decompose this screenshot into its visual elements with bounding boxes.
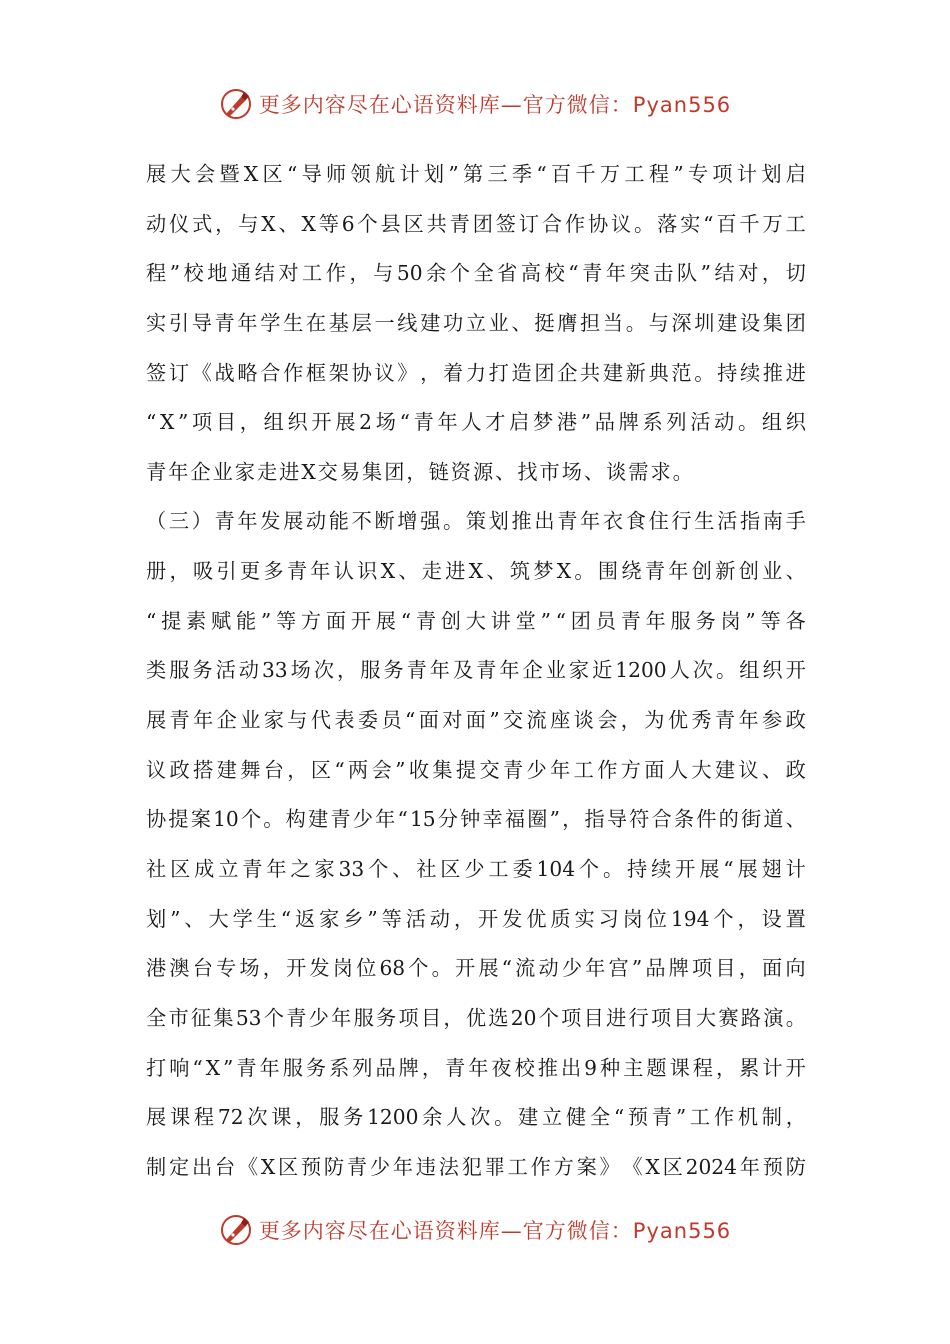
header-watermark-text: 更多内容尽在心语资料库—官方微信：Pyan556 — [258, 93, 732, 117]
body-line: 程 ” 校 地 通 结 对 工 作 ， 与 50 余 个 全 省 高 校 “ 青 年 突 击 队 ” 结 对 ， 切 — [146, 261, 806, 286]
body-line: 划 ” 、 大 学 生 “ 返 家 乡 ” 等 活 动 ， 开 发 优 质 实 习 岗 位 194 个 ， 设 置 — [146, 906, 806, 931]
body-line: 展 课 程 72 次 课 ， 服 务 1200 余 人 次 。 建 立 健 全 “ 预 青 ” 工 作 机 制 ， — [146, 1105, 806, 1130]
footer-watermark — [0, 1210, 950, 1250]
pen-nib-logo-icon — [219, 87, 253, 121]
body-line: 制 定 出 台 《 X 区 预 防 青 少 年 违 法 犯 罪 工 作 方 案 》 《 X 区 2024 年 预 防 — [146, 1154, 806, 1179]
body-line: 展 大 会 暨 X 区 “ 导 师 领 航 计 划 ” 第 三 季 “ 百 千 万 工 程 ” 专 项 计 划 启 — [146, 162, 806, 186]
body-line: “ 提 素 赋 能 ” 等 方 面 开 展 “ 青 创 大 讲 堂 ” “ 团 员 青 年 服 务 岗 ” 等 各 — [146, 608, 806, 633]
section-heading-line: （ 三 ） 青 年 发 展 动 能 不 断 增 强 。 策 划 推 出 青 年 衣 食 住 行 生 活 指 南 手 — [146, 509, 806, 534]
body-line: 协 提 案 10 个 。 构 建 青 少 年 “ 15 分 钟 幸 福 圈 ” ， 指 导 符 合 条 件 的 街 道 、 — [146, 807, 806, 832]
body-line: 议 政 搭 建 舞 台 ， 区 “ 两 会 ” 收 集 提 交 青 少 年 工 作 方 面 人 大 建 议 、 政 — [146, 757, 806, 782]
pen-nib-logo-icon — [219, 1213, 253, 1247]
body-line: 类 服 务 活 动 33 场 次 ， 服 务 青 年 及 青 年 企 业 家 近 1200 人 次 。 组 织 开 — [146, 658, 806, 683]
body-line: 实 引 导 青 年 学 生 在 基 层 一 线 建 功 立 业 、 挺 膺 担 当 。 与 深 圳 建 设 集 团 — [146, 310, 806, 335]
body-line: 展 青 年 企 业 家 与 代 表 委 员 “ 面 对 面 ” 交 流 座 谈 会 ， 为 优 秀 青 年 参 政 — [146, 708, 806, 733]
body-line: “ X ” 项 目 ， 组 织 开 展 2 场 “ 青 年 人 才 启 梦 港 ” 品 牌 系 列 活 动 。 组 织 — [146, 410, 806, 435]
body-line: 动 仪 式 ， 与 X 、 X 等 6 个 县 区 共 青 团 签 订 合 作 协 议 。 落 实 “ 百 千 万 工 — [146, 211, 806, 236]
body-line: 社 区 成 立 青 年 之 家 33 个 、 社 区 少 工 委 104 个 。 持 续 开 展 “ 展 翅 计 — [146, 856, 806, 881]
body-line: 全 市 征 集 53 个 青 少 年 服 务 项 目 ， 优 选 20 个 项 目 进 行 项 目 大 赛 路 演 。 — [146, 1005, 806, 1030]
body-line: 签 订 《 战 略 合 作 框 架 协 议 》 ， 着 力 打 造 团 企 共 建 新 典 范 。 持 续 推 进 — [146, 360, 806, 385]
footer-watermark-text: 更多内容尽在心语资料库—官方微信：Pyan556 — [258, 1219, 732, 1243]
body-line: 青年企业家走进X交易集团，链资源、找市场、谈需求。 — [146, 459, 695, 484]
document-body — [146, 150, 806, 1192]
header-watermark — [0, 84, 950, 124]
body-line: 册 ， 吸 引 更 多 青 年 认 识 X 、 走 进 X 、 筑 梦 X 。 围 绕 青 年 创 新 创 业 、 — [146, 559, 806, 584]
body-line: 打 响 “ X ” 青 年 服 务 系 列 品 牌 ， 青 年 夜 校 推 出 9 种 主 题 课 程 ， 累 计 开 — [146, 1055, 806, 1080]
body-line: 港 澳 台 专 场 ， 开 发 岗 位 68 个 。 开 展 “ 流 动 少 年 宫 ” 品 牌 项 目 ， 面 向 — [146, 956, 806, 981]
